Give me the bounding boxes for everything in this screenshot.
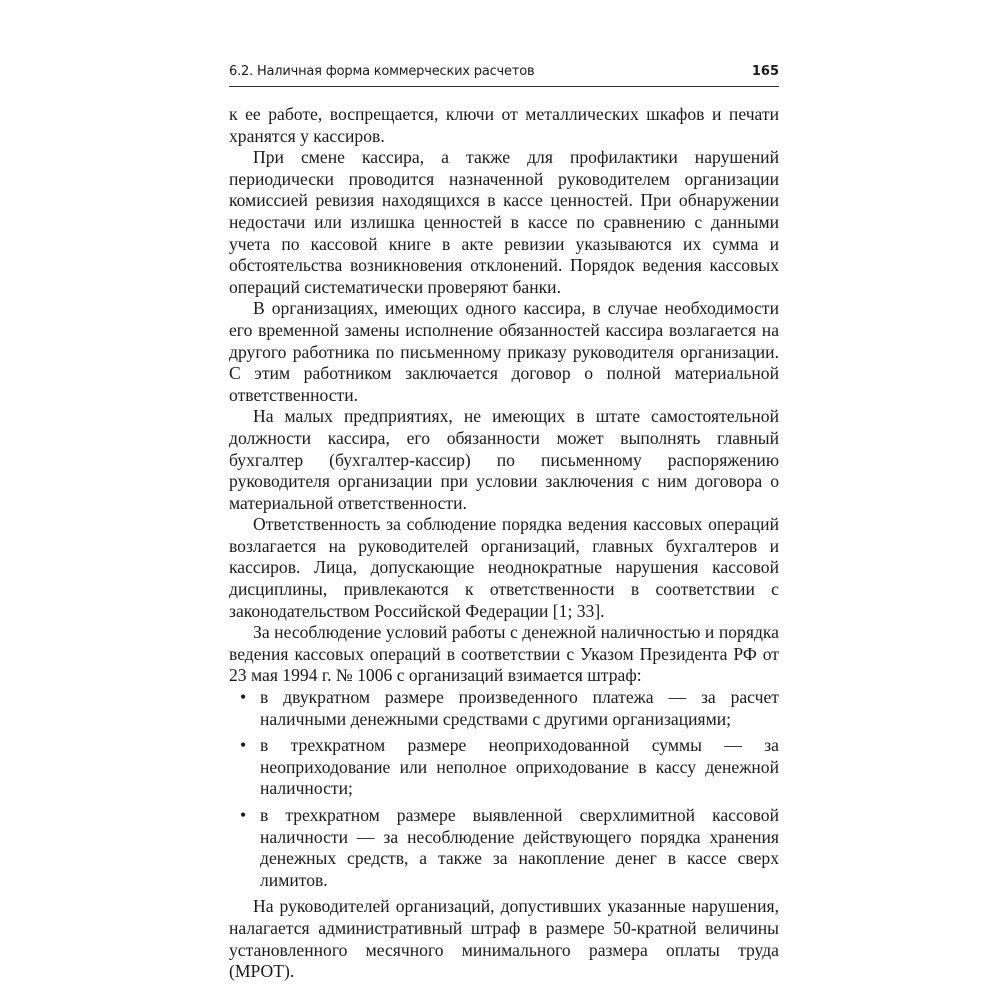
- paragraph: На малых предприятиях, не имеющих в штате самостоятельной должности кассира, его обязанности может выполнять главный бухгалтер (бухгалтер-кассир) по письменному распоряжению руководителя организации при условии заключения с ним договора о материальной ответственности.: [229, 406, 779, 513]
- bullet-list: [229, 687, 779, 891]
- list-item-text: в двукратном размере произведенного платежа — за расчет наличными денежными средствами с другими организациями;: [260, 687, 779, 729]
- bullet-icon: •: [240, 687, 247, 708]
- paragraph: В организациях, имеющих одного кассира, в случае необходимости его временной замены исполнение обязанностей кассира возлагается на другого работника по письменному приказу руководителя организации. С этим работником заключается договор о полной материальной ответственности.: [229, 298, 779, 405]
- list-item: [229, 687, 779, 730]
- running-head: 6.2. Наличная форма коммерческих расчетов: [229, 64, 535, 79]
- list-item-text: в трехкратном размере неоприходованной суммы — за неоприходование или неполное оприходование в кассу денежной наличности;: [260, 735, 779, 799]
- paragraph: Ответственность за соблюдение порядка ведения кассовых операций возлагается на руководителей организаций, главных бухгалтеров и кассиров. Лица, допускающие неоднократные нарушения кассовой дисциплины, привлекаются к ответственности в соответствии с законодательством Российской Федерации [1; 33].: [229, 514, 779, 621]
- paragraph: За несоблюдение условий работы с денежной наличностью и порядка ведения кассовых операций в соответствии с Указом Президента РФ от 23 мая 1994 г. № 1006 с организаций взимается штраф:: [229, 622, 779, 686]
- page-header: [229, 62, 779, 87]
- paragraph: На руководителей организаций, допустивших указанные нарушения, налагается административный штраф в размере 50-кратной величины установленного месячного минимального размера оплаты труда (МРОТ).: [229, 896, 779, 982]
- book-page: [229, 62, 779, 982]
- list-item-text: в трехкратном размере выявленной сверхлимитной кассовой наличности — за несоблюдение действующего порядка хранения денежных средств, а также за накопление денег в кассе сверх лимитов.: [260, 805, 779, 890]
- list-item: [229, 735, 779, 800]
- bullet-icon: •: [240, 735, 247, 756]
- bullet-icon: •: [240, 805, 247, 825]
- paragraph: к ее работе, воспрещается, ключи от металлических шкафов и печати хранятся у кассиров.: [229, 104, 779, 146]
- paragraph: При смене кассира, а также для профилактики нарушений периодически проводится назначенной руководителем организации комиссией ревизия находящихся в кассе ценностей. При обнаружении недостачи или излишка ценностей в кассе по сравнению с данными учета по кассовой книге в акте ревизии указываются их сумма и обстоятельства возникновения отклонений. Порядок ведения кассовых операций систематически проверяют банки.: [229, 147, 779, 297]
- page-number: 165: [751, 64, 779, 79]
- body-text: [229, 104, 779, 983]
- list-item: [229, 805, 779, 891]
